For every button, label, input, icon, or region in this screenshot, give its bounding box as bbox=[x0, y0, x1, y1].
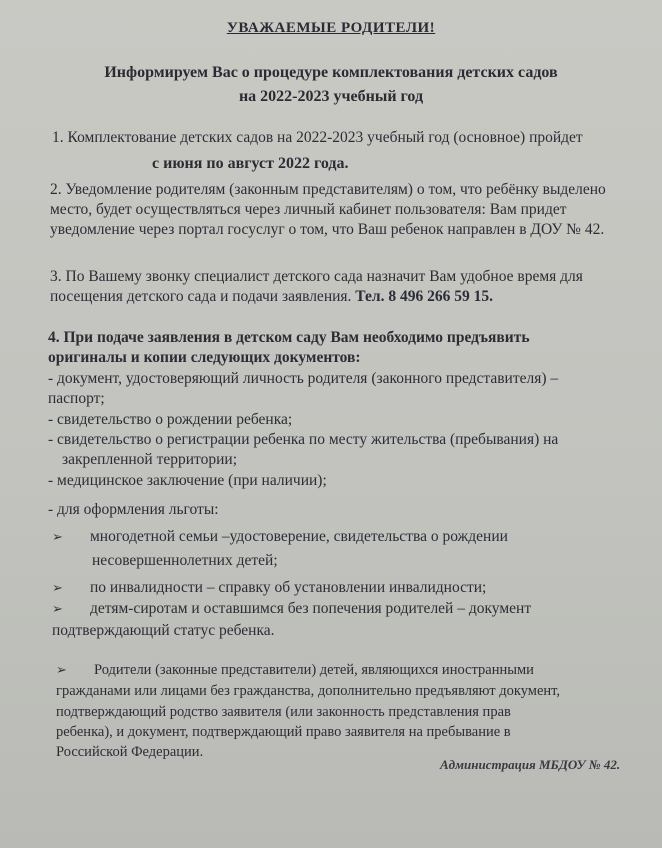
page-title: УВАЖАЕМЫЕ РОДИТЕЛИ! bbox=[226, 20, 436, 36]
p1-line-2: с июня по август 2022 года. bbox=[152, 155, 349, 172]
p2-line-1: 2. Уведомление родителям (законным представителям) о том, что ребёнку выделено bbox=[50, 181, 606, 198]
benefit-item-2: по инвалидности – справку об установлении инвалидности; bbox=[90, 579, 487, 596]
benefit-item-1b: несовершеннолетних детей; bbox=[92, 552, 278, 569]
subtitle-line-1: Информируем Вас о процедуре комплектования детских садов bbox=[104, 64, 558, 81]
doc-item-4: - медицинское заключение (при наличии); bbox=[48, 472, 327, 489]
arrow-bullet-icon: ➢ bbox=[52, 580, 63, 595]
foreign-line-2: гражданами или лицами без гражданства, дополнительно предъявляют документ, bbox=[56, 683, 561, 699]
p1-line-1: 1. Комплектование детских садов на 2022-2023 учебный год (основное) пройдет bbox=[52, 129, 583, 146]
subtitle-line-2: на 2022-2023 учебный год bbox=[238, 88, 424, 105]
foreign-line-1: Родители (законные представители) детей, являющихся иностранными bbox=[94, 662, 534, 678]
benefit-item-1a-wrap bbox=[52, 527, 508, 547]
p3-line-2-wrap bbox=[50, 287, 493, 307]
benefit-item-3a-wrap bbox=[52, 599, 531, 619]
foreign-line-5: Российской Федерации. bbox=[56, 744, 204, 760]
doc-item-2: - свидетельство о рождении ребенка; bbox=[48, 411, 293, 428]
p3-line-2: посещения детского сада и подачи заявления. bbox=[50, 288, 352, 305]
arrow-bullet-icon: ➢ bbox=[52, 529, 63, 544]
benefit-item-1a: многодетной семьи –удостоверение, свидетельства о рождении bbox=[90, 528, 508, 545]
p4-line-2: оригиналы и копии следующих документов: bbox=[48, 349, 361, 366]
phone-number: Тел. 8 496 266 59 15. bbox=[355, 288, 493, 305]
signature: Администрация МБДОУ № 42. bbox=[440, 757, 621, 772]
p3-line-1: 3. По Вашему звонку специалист детского сада назначит Вам удобное время для bbox=[50, 268, 583, 285]
foreign-line-4: ребенка), и документ, подтверждающий право заявителя на пребывание в bbox=[56, 724, 511, 740]
foreign-line-1-wrap bbox=[56, 660, 534, 680]
benefit-item-3b: подтверждающий статус ребенка. bbox=[52, 622, 275, 639]
doc-item-3a: - свидетельство о регистрации ребенка по месту жительства (пребывания) на bbox=[48, 431, 559, 448]
arrow-bullet-icon: ➢ bbox=[56, 662, 67, 677]
p4-line-1: 4. При подаче заявления в детском саду Вам необходимо предъявить bbox=[48, 329, 530, 346]
doc-item-1b: паспорт; bbox=[48, 390, 105, 407]
foreign-line-3: подтверждающий родство заявителя (или законность представления прав bbox=[56, 704, 511, 720]
benefit-item-3a: детям-сиротам и оставшимся без попечения родителей – документ bbox=[90, 600, 532, 617]
p2-line-2: место, будет осуществляться через личный кабинет пользователя: Вам придет bbox=[50, 201, 567, 218]
benefit-item-2-wrap bbox=[52, 578, 486, 598]
p2-line-3: уведомление через портал госуслуг о том, что Ваш ребенок направлен в ДОУ № 42. bbox=[50, 221, 605, 238]
doc-item-3b: закрепленной территории; bbox=[62, 451, 237, 468]
doc-item-1a: - документ, удостоверяющий личность родителя (законного представителя) – bbox=[48, 370, 559, 387]
arrow-bullet-icon: ➢ bbox=[52, 601, 63, 616]
benefit-intro: - для оформления льготы: bbox=[48, 501, 219, 518]
